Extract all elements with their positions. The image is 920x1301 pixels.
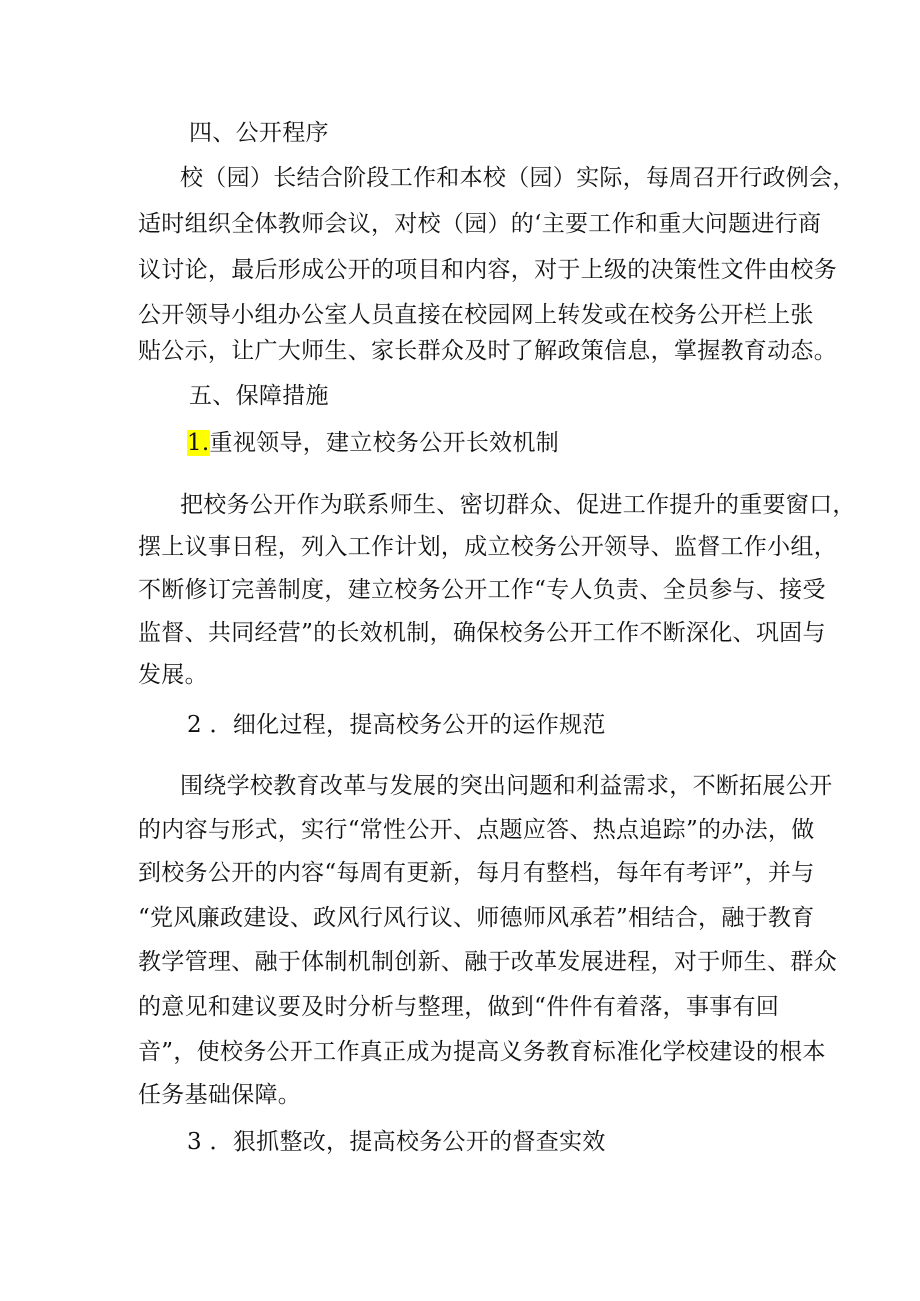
section4-paragraph-line-1: 校（园）长结合阶段工作和本校（园）实际，每周召开行政例会， <box>180 165 856 191</box>
section5-heading: 五、保障措施 <box>189 383 329 409</box>
item2-heading: 2 ．细化过程，提高校务公开的运作规范 <box>187 712 606 738</box>
item2-paragraph-line-4: “党风廉政建设、政风行风行议、师德师风承若”相结合，融于教育 <box>138 905 815 931</box>
item1-heading <box>187 428 559 458</box>
item1-paragraph-line-3: 不断修订完善制度，建立校务公开工作“专人负责、全员参与、接受 <box>138 577 826 603</box>
item2-paragraph-line-3: 到校务公开的内容“每周有更新，每月有整档，每年有考评”，并与 <box>138 860 815 886</box>
section4-paragraph-line-4: 公开领导小组办公室人员直接在校园网上转发或在校务公开栏上张 <box>138 302 814 328</box>
item2-paragraph-line-5: 教学管理、融于体制机制创新、融于改革发展进程，对于师生、群众 <box>138 949 837 975</box>
section4-paragraph-line-3: 议讨论，最后形成公开的项目和内容，对于上级的决策性文件由校务 <box>138 257 837 283</box>
item1-paragraph-line-4: 监督、共同经营”的长效机制，确保校务公开工作不断深化、巩固与 <box>138 620 826 646</box>
section4-paragraph-line-2: 适时组织全体教师会议，对校（园）的‘主要工作和重大问题进行商 <box>138 211 822 237</box>
item3-heading: 3 ．狠抓整改，提高校务公开的督查实效 <box>187 1129 606 1155</box>
item1-title: 重视领导，建立校务公开长效机制 <box>209 430 560 456</box>
item2-paragraph-line-2: 的内容与形式，实行“常性公开、点题应答、热点追踪”的办法，做 <box>138 817 815 843</box>
section4-paragraph-line-5: 贴公示，让广大师生、家长群众及时了解政策信息，掌握教育动态。 <box>138 338 837 364</box>
item2-paragraph-line-7: 音”，使校务公开工作真正成为提高义务教育标准化学校建设的根本 <box>138 1039 826 1065</box>
item2-paragraph-line-6: 的意见和建议要及时分析与整理，做到“件件有着落，事事有回 <box>138 994 780 1020</box>
item1-paragraph-line-2: 摆上议事日程，列入工作计划，成立校务公开领导、监督工作小组， <box>138 534 837 560</box>
item2-paragraph-line-1: 围绕学校教育改革与发展的突出问题和利益需求，不断拓展公开 <box>180 773 833 799</box>
item1-paragraph-line-5: 发展。 <box>138 662 208 688</box>
item1-number-highlight: 1. <box>187 430 210 456</box>
item2-paragraph-line-8: 任务基础保障。 <box>138 1082 302 1108</box>
section4-heading: 四、公开程序 <box>189 120 329 146</box>
item1-paragraph-line-1: 把校务公开作为联系师生、密切群众、促进工作提升的重要窗口， <box>180 492 856 518</box>
